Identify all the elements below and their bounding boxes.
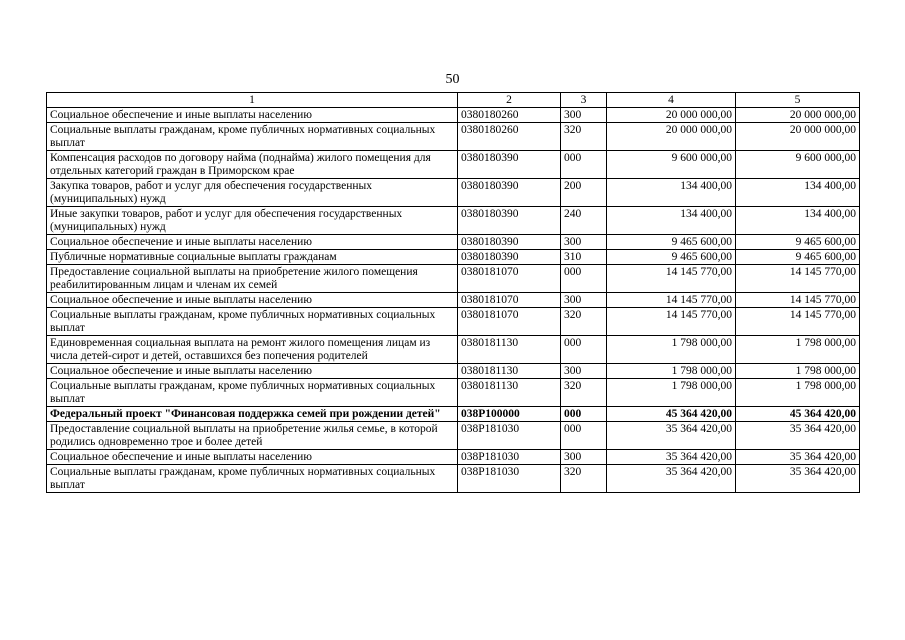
row-code-cell: 0380181130 bbox=[458, 364, 561, 379]
row-value-col4-cell: 1 798 000,00 bbox=[607, 379, 736, 407]
row-value-col4-cell: 35 364 420,00 bbox=[607, 465, 736, 493]
row-value-col4-cell: 35 364 420,00 bbox=[607, 422, 736, 450]
row-value-col4-cell: 20 000 000,00 bbox=[607, 123, 736, 151]
row-value-col4-cell: 134 400,00 bbox=[607, 179, 736, 207]
row-type-cell: 240 bbox=[561, 207, 607, 235]
row-code-cell: 038P100000 bbox=[458, 407, 561, 422]
row-code-cell: 0380180390 bbox=[458, 235, 561, 250]
row-value-col5-cell: 14 145 770,00 bbox=[736, 265, 860, 293]
table-body bbox=[47, 108, 860, 493]
row-type-cell: 320 bbox=[561, 465, 607, 493]
row-value-col5-cell: 35 364 420,00 bbox=[736, 422, 860, 450]
row-code-cell: 038P181030 bbox=[458, 422, 561, 450]
row-name-cell: Социальные выплаты гражданам, кроме публичных нормативных социальных выплат bbox=[47, 379, 458, 407]
row-value-col5-cell: 14 145 770,00 bbox=[736, 293, 860, 308]
header-col-4: 4 bbox=[607, 93, 736, 108]
row-name-cell: Федеральный проект "Финансовая поддержка семей при рождении детей" bbox=[47, 407, 458, 422]
row-name-cell: Социальные выплаты гражданам, кроме публичных нормативных социальных выплат bbox=[47, 123, 458, 151]
table-row bbox=[47, 407, 860, 422]
table-row bbox=[47, 308, 860, 336]
row-value-col5-cell: 1 798 000,00 bbox=[736, 364, 860, 379]
table-row bbox=[47, 465, 860, 493]
row-value-col4-cell: 9 600 000,00 bbox=[607, 151, 736, 179]
row-name-cell: Социальное обеспечение и иные выплаты населению bbox=[47, 450, 458, 465]
row-code-cell: 0380181070 bbox=[458, 293, 561, 308]
row-code-cell: 0380180390 bbox=[458, 250, 561, 265]
row-name-cell: Социальные выплаты гражданам, кроме публичных нормативных социальных выплат bbox=[47, 465, 458, 493]
table-row bbox=[47, 108, 860, 123]
row-code-cell: 0380180260 bbox=[458, 108, 561, 123]
row-value-col4-cell: 14 145 770,00 bbox=[607, 293, 736, 308]
row-name-cell: Социальное обеспечение и иные выплаты населению bbox=[47, 364, 458, 379]
row-value-col4-cell: 14 145 770,00 bbox=[607, 265, 736, 293]
row-value-col5-cell: 20 000 000,00 bbox=[736, 108, 860, 123]
row-type-cell: 000 bbox=[561, 336, 607, 364]
header-col-3: 3 bbox=[561, 93, 607, 108]
row-value-col4-cell: 14 145 770,00 bbox=[607, 308, 736, 336]
row-code-cell: 0380180390 bbox=[458, 207, 561, 235]
table-row bbox=[47, 265, 860, 293]
row-name-cell: Социальное обеспечение и иные выплаты населению bbox=[47, 108, 458, 123]
row-name-cell: Публичные нормативные социальные выплаты гражданам bbox=[47, 250, 458, 265]
row-type-cell: 320 bbox=[561, 379, 607, 407]
row-type-cell: 320 bbox=[561, 123, 607, 151]
header-col-2: 2 bbox=[458, 93, 561, 108]
row-code-cell: 038P181030 bbox=[458, 450, 561, 465]
row-value-col5-cell: 134 400,00 bbox=[736, 207, 860, 235]
table-row bbox=[47, 207, 860, 235]
row-name-cell: Предоставление социальной выплаты на приобретение жилья семье, в которой родились одновременно трое и более детей bbox=[47, 422, 458, 450]
row-code-cell: 0380180390 bbox=[458, 151, 561, 179]
row-type-cell: 000 bbox=[561, 422, 607, 450]
row-value-col5-cell: 1 798 000,00 bbox=[736, 379, 860, 407]
table-row bbox=[47, 422, 860, 450]
row-type-cell: 300 bbox=[561, 293, 607, 308]
table-row bbox=[47, 379, 860, 407]
row-type-cell: 300 bbox=[561, 108, 607, 123]
page-number: 50 bbox=[445, 72, 460, 87]
row-code-cell: 038P181030 bbox=[458, 465, 561, 493]
row-type-cell: 200 bbox=[561, 179, 607, 207]
row-name-cell: Единовременная социальная выплата на ремонт жилого помещения лицам из числа детей-сирот и детей, оставшихся без попечения родителей bbox=[47, 336, 458, 364]
row-value-col4-cell: 20 000 000,00 bbox=[607, 108, 736, 123]
header-col-5: 5 bbox=[736, 93, 860, 108]
row-name-cell: Социальное обеспечение и иные выплаты населению bbox=[47, 293, 458, 308]
row-type-cell: 000 bbox=[561, 407, 607, 422]
row-value-col4-cell: 134 400,00 bbox=[607, 207, 736, 235]
row-code-cell: 0380181070 bbox=[458, 265, 561, 293]
row-code-cell: 0380181130 bbox=[458, 379, 561, 407]
budget-table bbox=[46, 92, 860, 493]
table-row bbox=[47, 336, 860, 364]
row-code-cell: 0380180260 bbox=[458, 123, 561, 151]
row-value-col4-cell: 1 798 000,00 bbox=[607, 336, 736, 364]
row-type-cell: 300 bbox=[561, 364, 607, 379]
row-value-col5-cell: 9 465 600,00 bbox=[736, 250, 860, 265]
row-name-cell: Социальное обеспечение и иные выплаты населению bbox=[47, 235, 458, 250]
row-value-col4-cell: 35 364 420,00 bbox=[607, 450, 736, 465]
row-value-col5-cell: 9 465 600,00 bbox=[736, 235, 860, 250]
row-type-cell: 000 bbox=[561, 265, 607, 293]
row-code-cell: 0380181130 bbox=[458, 336, 561, 364]
table-row bbox=[47, 235, 860, 250]
row-type-cell: 300 bbox=[561, 450, 607, 465]
table-row bbox=[47, 179, 860, 207]
table-row bbox=[47, 123, 860, 151]
table-row bbox=[47, 293, 860, 308]
row-name-cell: Предоставление социальной выплаты на приобретение жилого помещения реабилитированным лицам и членам их семей bbox=[47, 265, 458, 293]
row-value-col4-cell: 9 465 600,00 bbox=[607, 250, 736, 265]
header-col-1: 1 bbox=[47, 93, 458, 108]
row-value-col4-cell: 1 798 000,00 bbox=[607, 364, 736, 379]
row-code-cell: 0380180390 bbox=[458, 179, 561, 207]
table-row bbox=[47, 364, 860, 379]
table-row bbox=[47, 250, 860, 265]
row-name-cell: Иные закупки товаров, работ и услуг для обеспечения государственных (муниципальных) нужд bbox=[47, 207, 458, 235]
row-name-cell: Социальные выплаты гражданам, кроме публичных нормативных социальных выплат bbox=[47, 308, 458, 336]
row-value-col4-cell: 9 465 600,00 bbox=[607, 235, 736, 250]
row-value-col5-cell: 45 364 420,00 bbox=[736, 407, 860, 422]
row-value-col4-cell: 45 364 420,00 bbox=[607, 407, 736, 422]
row-type-cell: 000 bbox=[561, 151, 607, 179]
row-type-cell: 300 bbox=[561, 235, 607, 250]
row-value-col5-cell: 14 145 770,00 bbox=[736, 308, 860, 336]
table-row bbox=[47, 151, 860, 179]
row-value-col5-cell: 134 400,00 bbox=[736, 179, 860, 207]
table-row bbox=[47, 450, 860, 465]
row-type-cell: 320 bbox=[561, 308, 607, 336]
row-name-cell: Компенсация расходов по договору найма (поднайма) жилого помещения для отдельных категорий граждан в Приморском крае bbox=[47, 151, 458, 179]
row-code-cell: 0380181070 bbox=[458, 308, 561, 336]
row-value-col5-cell: 20 000 000,00 bbox=[736, 123, 860, 151]
row-value-col5-cell: 35 364 420,00 bbox=[736, 450, 860, 465]
row-value-col5-cell: 1 798 000,00 bbox=[736, 336, 860, 364]
row-type-cell: 310 bbox=[561, 250, 607, 265]
row-name-cell: Закупка товаров, работ и услуг для обеспечения государственных (муниципальных) нужд bbox=[47, 179, 458, 207]
row-value-col5-cell: 9 600 000,00 bbox=[736, 151, 860, 179]
table-header-row bbox=[47, 93, 860, 108]
row-value-col5-cell: 35 364 420,00 bbox=[736, 465, 860, 493]
